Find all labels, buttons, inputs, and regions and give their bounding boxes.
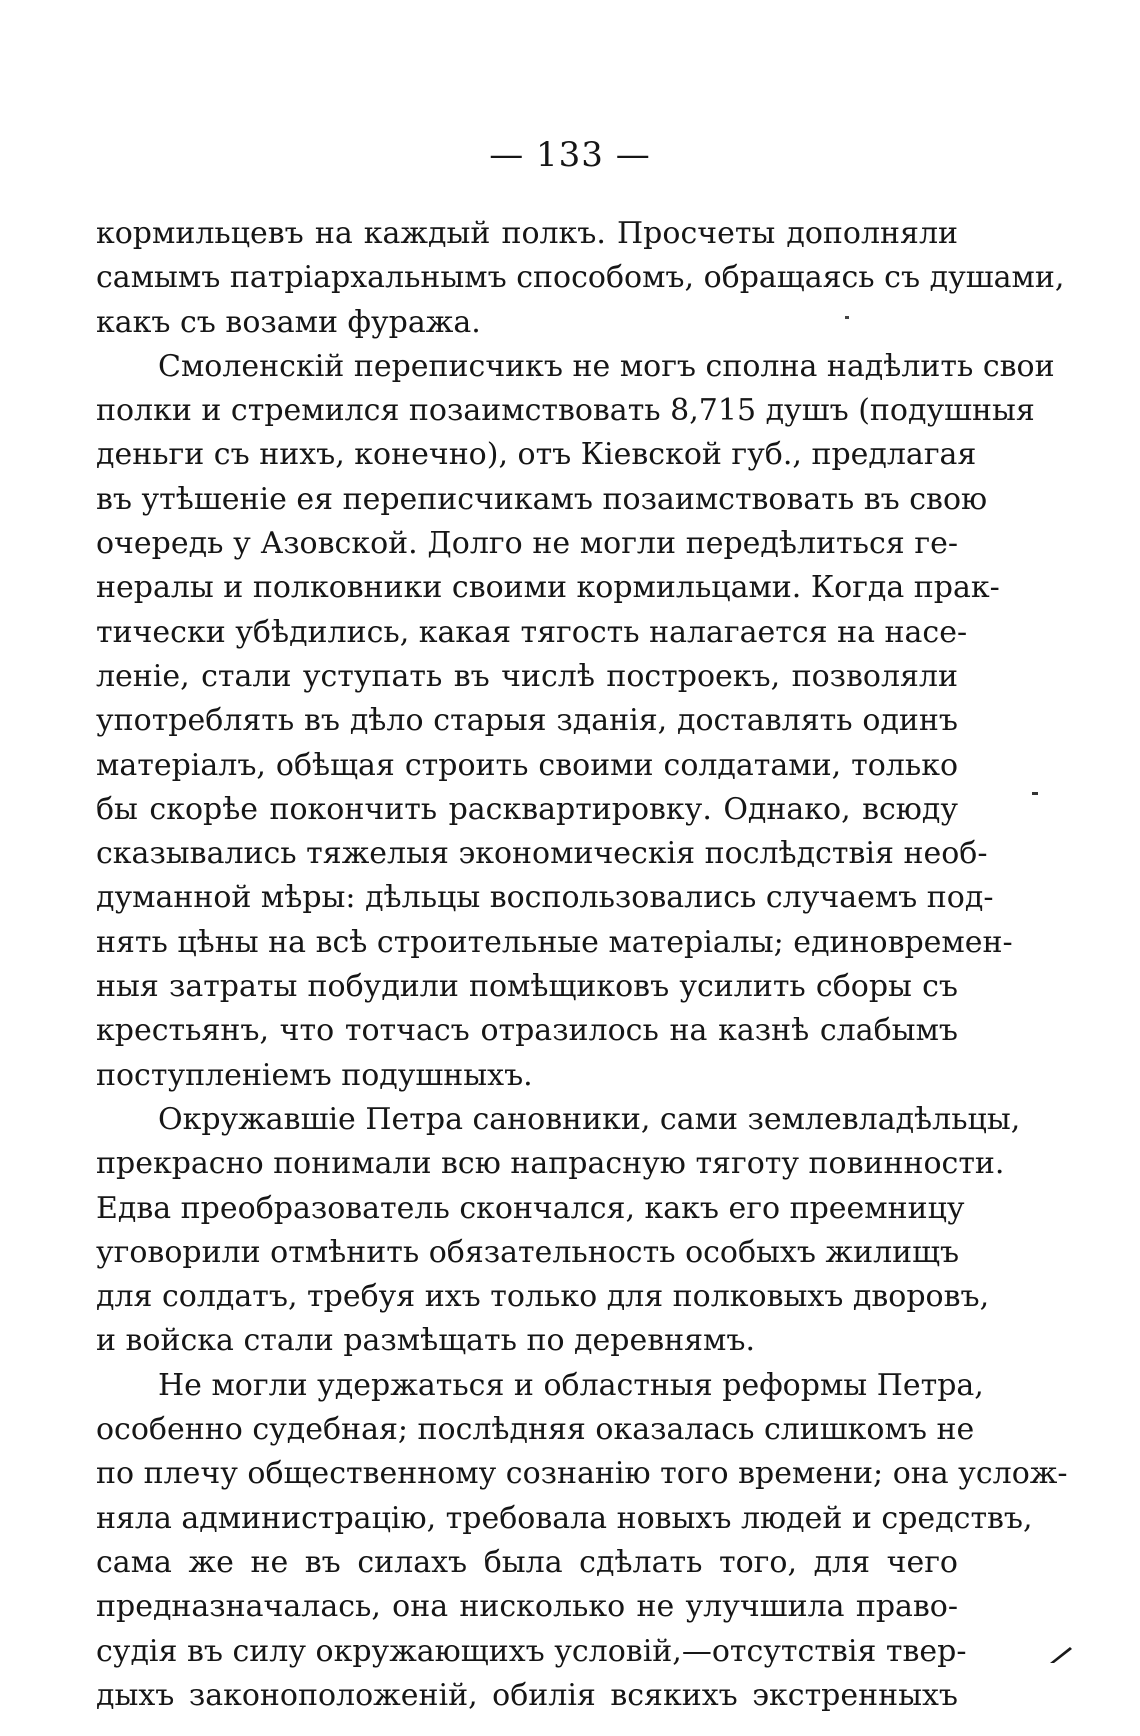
text-line: предназначалась, она нисколько не улучшила право- [96,1589,958,1625]
pencil-mark-icon [1048,1643,1074,1665]
text-line: леніе, стали уступать въ числѣ построекъ, позволяли [96,658,958,694]
text-line: деньги съ нихъ, конечно), отъ Кіевской губ., предлагая [96,437,977,473]
text-line: нять цѣны на всѣ строительные матеріалы; единовремен- [96,924,1013,960]
text-line: ныя затраты побудили помѣщиковъ усилить сборы съ [96,969,958,1005]
text-line: бы скорѣе покончить расквартировку. Однако, всюду [96,791,958,827]
text-line: няла администрацію, требовала новыхъ людей и средствъ, [96,1500,1033,1536]
text-line: Смоленскій переписчикъ не могъ сполна надѣлить свои [158,348,1055,384]
text-line: кормильцевъ на каждый полкъ. Просчеты дополняли [96,216,958,251]
text-line: въ утѣшеніе ея переписчикамъ позаимствовать въ свою [96,481,988,517]
text-line: Окружавшіе Петра сановники, сами землевладѣльцы, [158,1101,1021,1137]
paragraph-2 [96,345,1055,1098]
text-line: сама же не въ силахъ была сдѣлать того, для чего [96,1544,958,1580]
text-line: прекрасно понимали всю напрасную тяготу повинности. [96,1146,1005,1182]
paragraph-4 [96,1364,1068,1718]
text-line: тически убѣдились, какая тягость налагается на насе- [96,614,968,650]
page-number: — 133 — [489,135,651,175]
text-line: по плечу общественному сознанію того времени; она услож- [96,1456,1068,1492]
text-line: думанной мѣры: дѣльцы воспользовались случаемъ под- [96,880,994,916]
text-line: полки и стремился позаимствовать 8,715 душъ (подушныя [96,393,1035,429]
text-line: уговорили отмѣнить обязательность особыхъ жилищъ [96,1234,960,1270]
paragraph-3 [96,1098,1021,1364]
text-line: особенно судебная; послѣдняя оказалась слишкомъ не [96,1412,975,1448]
text-line: какъ съ возами фуража. [96,304,481,340]
text-line: сказывались тяжелыя экономическія послѣдствія необ- [96,836,988,872]
text-line: Не могли удержаться и областныя реформы Петра, [158,1367,984,1403]
body-text [96,212,1068,1718]
text-line: матеріалъ, обѣщая строить своими солдатами, только [96,747,958,783]
ink-speck [845,316,849,319]
margin-mark [1032,792,1038,795]
paragraph-1 [96,212,1065,345]
text-line: дыхъ законоположеній, обилія всякихъ экстренныхъ [96,1677,958,1713]
text-line: для солдатъ, требуя ихъ только для полковыхъ дворовъ, [96,1279,990,1315]
text-line: и войска стали размѣщать по деревнямъ. [96,1323,755,1359]
text-line: употреблять въ дѣло старыя зданія, доставлять одинъ [96,703,958,739]
text-line: очередь у Азовской. Долго не могли передѣлиться ге- [96,526,958,562]
text-line: нералы и полковники своими кормильцами. Когда прак- [96,570,1000,606]
text-line: самымъ патріархальнымъ способомъ, обращаясь съ душами, [96,260,1065,296]
text-line: поступленіемъ подушныхъ. [96,1057,533,1093]
text-line: крестьянъ, что тотчасъ отразилось на казнѣ слабымъ [96,1013,958,1049]
text-line: Едва преобразователь скончался, какъ его преемницу [96,1190,965,1226]
text-line: судія въ силу окружающихъ условій,—отсутствія твер- [96,1633,967,1669]
